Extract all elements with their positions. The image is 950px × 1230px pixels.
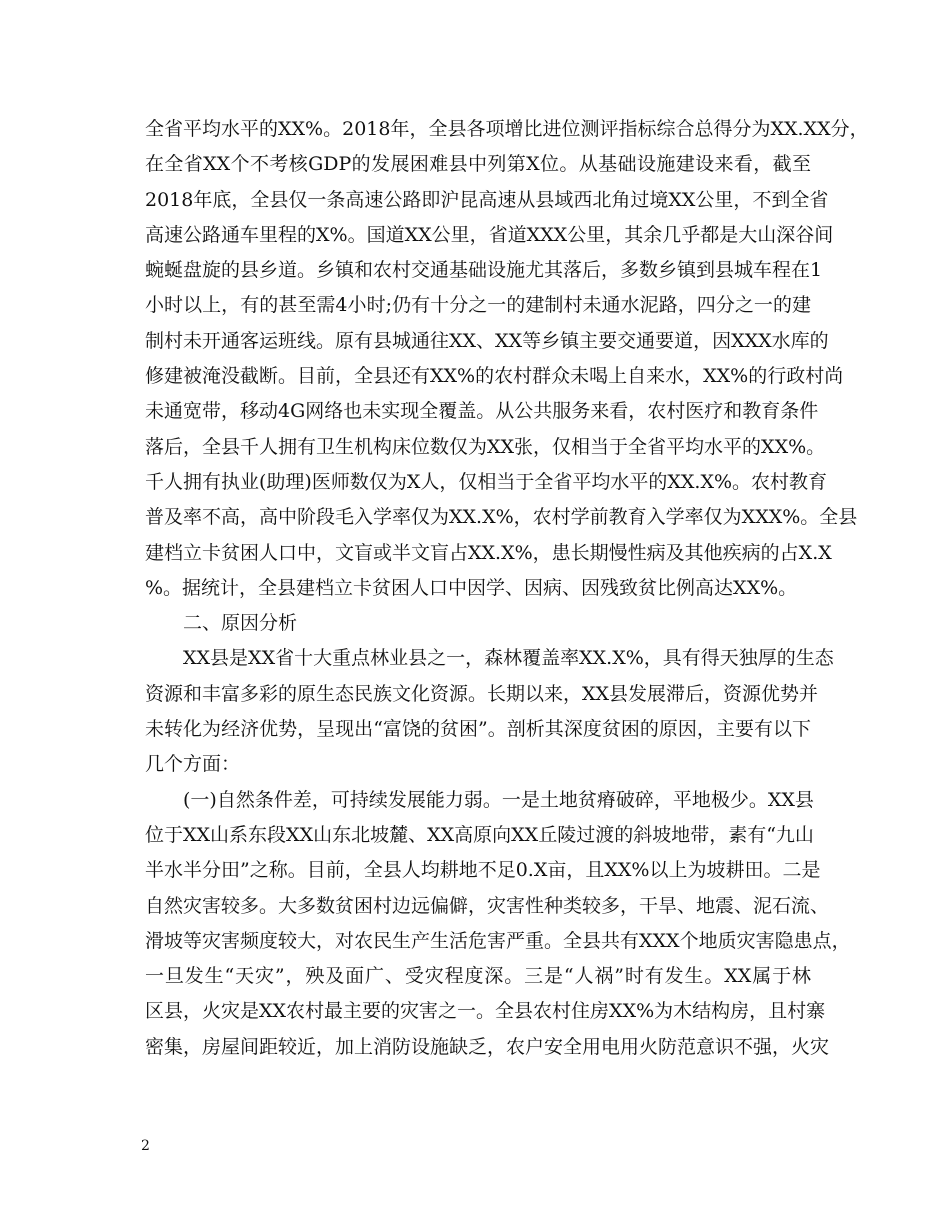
text-line: 资源和丰富多彩的原生态民族文化资源。长期以来，XX县发展滞后，资源优势并 xyxy=(145,682,819,705)
text-line: 未转化为经济优势，呈现出“富饶的贫困”。剖析其深度贫困的原因，主要有以下 xyxy=(145,718,811,741)
text-line: 高速公路通车里程的X%。国道XX公里，省道XXX公里，其余几乎都是大山深谷间 xyxy=(145,223,834,246)
text-line: 几个方面： xyxy=(145,753,241,776)
text-line: 未通宽带，移动4G网络也未实现全覆盖。从公共服务来看，农村医疗和教育条件 xyxy=(145,400,819,423)
text-line: 自然灾害较多。大多数贫困村边远偏僻，灾害性种类较多，干旱、地震、泥石流、 xyxy=(145,894,830,917)
text-line: 一旦发生“天灾”，殃及面广、受灾程度深。三是“人祸”时有发生。XX属于林 xyxy=(145,965,811,988)
text-line: 建档立卡贫困人口中，文盲或半文盲占XX.X%，患长期慢性病及其他疾病的占X.X xyxy=(145,541,832,564)
text-line: (一)自然条件差，可持续发展能力弱。一是土地贫瘠破碎，平地极少。XX县 xyxy=(183,788,814,811)
text-line: 在全省XX个不考核GDP的发展困难县中列第X位。从基础设施建设来看，截至 xyxy=(145,153,811,176)
text-line: %。据统计，全县建档立卡贫困人口中因学、因病、因残致贫比例高达XX%。 xyxy=(145,576,798,599)
text-line: 密集，房屋间距较近，加上消防设施缺乏，农户安全用电用火防范意识不强，火灾 xyxy=(145,1035,830,1058)
text-line: 位于XX山系东段XX山东北坡麓、XX高原向XX丘陵过渡的斜坡地带，素有“九山 xyxy=(145,823,814,846)
body-text xyxy=(145,112,869,1065)
text-line: 全省平均水平的XX%。2018年，全县各项增比进位测评指标综合总得分为XX.XX分， xyxy=(145,118,869,140)
text-line: 蜿蜒盘旋的县乡道。乡镇和农村交通基础设施尤其落后，多数乡镇到县城车程在1 xyxy=(145,259,823,282)
text-line: XX县是XX省十大重点林业县之一，森林覆盖率XX.X%，具有得天独厚的生态 xyxy=(183,647,834,670)
text-line: 2018年底，全县仅一条高速公路即沪昆高速从县域西北角过境XX公里，不到全省 xyxy=(145,188,829,211)
text-line: 落后，全县千人拥有卫生机构床位数仅为XX张，仅相当于全省平均水平的XX%。 xyxy=(145,435,826,458)
page-number: 2 xyxy=(141,1138,150,1154)
text-line: 区县，火灾是XX农村最主要的灾害之一。全县农村住房XX%为木结构房，且村寨 xyxy=(145,1000,826,1023)
text-line: 制村未开通客运班线。原有县城通往XX、XX等乡镇主要交通要道，因XXX水库的 xyxy=(145,329,829,352)
text-line: 千人拥有执业(助理)医师数仅为X人，仅相当于全省平均水平的XX.X%。农村教育 xyxy=(145,470,828,493)
text-line: 小时以上，有的甚至需4小时;仍有十分之一的建制村未通水泥路，四分之一的建 xyxy=(145,294,811,317)
text-line: 滑坡等灾害频度较大，对农民生产生活危害严重。全县共有XXX个地质灾害隐患点， xyxy=(145,929,851,952)
text-line: 普及率不高，高中阶段毛入学率仅为XX.X%，农村学前教育入学率仅为XXX%。全县 xyxy=(145,506,858,529)
section-heading: 二、原因分析 xyxy=(183,612,298,635)
text-line: 半水半分田”之称。目前，全县人均耕地不足0.X亩，且XX%以上为坡耕田。二是 xyxy=(145,859,821,882)
text-line: 修建被淹没截断。目前，全县还有XX%的农村群众未喝上自来水，XX%的行政村尚 xyxy=(145,365,844,388)
